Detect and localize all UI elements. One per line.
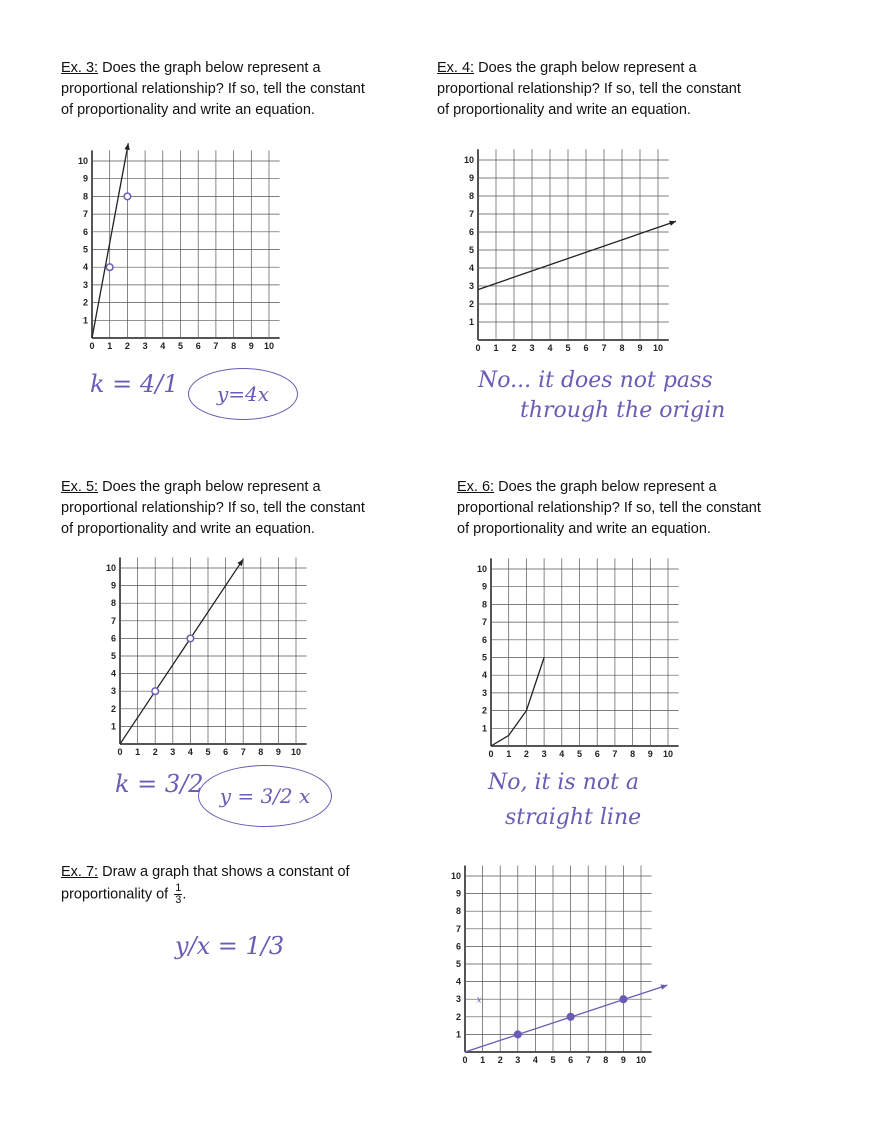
x-tick-label: 3 <box>515 1055 521 1065</box>
y-tick-label: 10 <box>450 871 461 881</box>
y-tick-label: 7 <box>110 615 116 626</box>
y-tick-label: 4 <box>455 976 461 987</box>
exercise-4-line3: of proportionality and write an equation. <box>437 102 691 118</box>
y-tick-label: 8 <box>110 598 116 609</box>
x-tick-label: 8 <box>231 341 237 351</box>
y-tick-label: 9 <box>455 888 461 899</box>
y-tick-label: 8 <box>455 906 461 917</box>
y-tick-label: 3 <box>82 279 88 290</box>
exercise-6-line1: Does the graph below represent a <box>498 479 717 495</box>
x-tick-label: 4 <box>559 749 565 759</box>
grid <box>92 150 280 338</box>
x-tick-label: 6 <box>195 341 201 351</box>
x-tick-label: 5 <box>205 747 211 757</box>
graph-point <box>515 1031 522 1038</box>
x-tick-label: 9 <box>620 1055 626 1065</box>
x-tick-label: 1 <box>135 747 141 757</box>
y-tick-label: 4 <box>468 263 474 273</box>
grid <box>120 557 307 744</box>
y-tick-label: 1 <box>455 1029 461 1040</box>
y-tick-label: 7 <box>481 617 487 628</box>
y-tick-label: 2 <box>110 703 116 714</box>
x-tick-label: 7 <box>601 343 607 353</box>
y-tick-label: 10 <box>105 563 116 573</box>
grid <box>478 149 669 340</box>
x-tick-label: 8 <box>630 749 636 759</box>
y-tick-label: 9 <box>481 581 487 592</box>
fraction-numerator: 1 <box>175 882 182 894</box>
y-tick-label: 2 <box>82 297 88 308</box>
y-tick-label: 5 <box>455 959 461 969</box>
y-tick-label: 6 <box>82 226 88 237</box>
exercise-6-label: Ex. 6: <box>457 479 495 495</box>
exercise-7-prompt <box>61 862 350 906</box>
y-tick-label: 6 <box>110 633 116 644</box>
y-tick-label: 6 <box>455 941 461 952</box>
x-tick-label: 9 <box>637 343 643 353</box>
x-tick-label: 0 <box>89 341 95 351</box>
x-tick-label: 10 <box>652 343 664 353</box>
exercise-4-label: Ex. 4: <box>437 60 475 76</box>
x-tick-label: 7 <box>612 749 618 759</box>
y-tick-label: 2 <box>481 705 487 716</box>
graph-curve <box>491 658 544 747</box>
graph-point <box>620 996 627 1003</box>
y-tick-label: 4 <box>481 670 487 681</box>
ex4-answer-line1: No... it does not pass <box>478 368 713 393</box>
x-tick-label: 10 <box>290 747 302 757</box>
x-tick-label: 10 <box>635 1055 647 1065</box>
exercise-5-line3: of proportionality and write an equation. <box>61 521 315 537</box>
x-tick-label: 7 <box>213 341 219 351</box>
x-tick-label: 2 <box>497 1055 503 1065</box>
y-tick-label: 5 <box>82 244 88 255</box>
x-tick-label: 1 <box>107 341 113 351</box>
x-tick-label: 3 <box>529 343 535 353</box>
ex5-equation-handwritten: y = 3/2 x <box>198 765 332 827</box>
y-tick-label: 3 <box>110 686 116 697</box>
exercise-3-line3: of proportionality and write an equation. <box>61 102 315 118</box>
y-tick-label: 3 <box>468 281 474 291</box>
x-tick-label: 9 <box>248 341 254 351</box>
exercise-4-prompt <box>437 58 741 121</box>
ex4-graph <box>457 150 669 360</box>
ex6-answer-line2: straight line <box>505 805 642 830</box>
y-tick-label: 1 <box>468 317 474 327</box>
y-tick-label: 7 <box>455 923 461 934</box>
x-tick-label: 6 <box>594 749 600 759</box>
ex7-graph <box>445 862 657 1072</box>
y-tick-label: 5 <box>468 245 474 255</box>
ex7-ratio-handwritten: y/x = 1/3 <box>175 932 285 960</box>
x-tick-label: 0 <box>475 343 481 353</box>
graph-line <box>120 559 243 744</box>
x-tick-label: 5 <box>550 1055 556 1065</box>
exercise-4-line2: proportional relationship? If so, tell the constant <box>437 81 741 97</box>
ex5-constant-handwritten: k = 3/2 <box>115 770 204 798</box>
x-tick-label: 6 <box>223 747 229 757</box>
exercise-5-line2: proportional relationship? If so, tell the constant <box>61 500 365 516</box>
exercise-4-line1: Does the graph below represent a <box>478 60 697 76</box>
x-tick-label: 8 <box>603 1055 609 1065</box>
x-tick-label: 7 <box>240 747 246 757</box>
y-tick-label: 7 <box>82 209 88 220</box>
exercise-3-label: Ex. 3: <box>61 60 99 76</box>
y-tick-label: 1 <box>110 721 116 732</box>
x-tick-label: 2 <box>124 341 130 351</box>
exercise-7-label: Ex. 7: <box>61 864 99 880</box>
y-tick-label: 2 <box>468 299 474 309</box>
grid <box>465 865 652 1052</box>
x-tick-label: 9 <box>275 747 281 757</box>
x-tick-label: 4 <box>187 747 193 757</box>
x-tick-label: 8 <box>619 343 625 353</box>
y-tick-label: 6 <box>481 634 487 645</box>
graph-point <box>106 264 113 271</box>
x-tick-label: 3 <box>541 749 547 759</box>
y-tick-label: 3 <box>455 994 461 1005</box>
exercise-7-period: . <box>182 886 187 903</box>
graph-point <box>152 688 159 695</box>
graph-line <box>478 221 676 289</box>
x-tick-label: 6 <box>568 1055 574 1065</box>
x-tick-label: 0 <box>117 747 123 757</box>
y-tick-label: 9 <box>110 580 116 591</box>
exercise-5-line1: Does the graph below represent a <box>102 479 321 495</box>
ex5-graph <box>102 556 312 766</box>
x-tick-label: 2 <box>511 343 517 353</box>
y-tick-label: 9 <box>468 173 474 183</box>
graph-point <box>187 635 194 642</box>
ex4-answer-line2: through the origin <box>520 398 726 423</box>
exercise-6-prompt <box>457 477 761 540</box>
ex6-answer-line1: No, it is not a <box>488 770 640 795</box>
exercise-6-line2: proportional relationship? If so, tell the constant <box>457 500 761 516</box>
x-tick-label: 3 <box>142 341 148 351</box>
x-tick-label: 5 <box>177 341 184 351</box>
x-tick-label: 0 <box>488 749 494 759</box>
y-tick-label: 1 <box>481 723 487 734</box>
x-tick-label: 2 <box>523 749 529 759</box>
grid <box>491 558 679 746</box>
x-tick-label: 4 <box>547 343 553 353</box>
ex6-graph <box>475 558 685 768</box>
x-tick-label: 6 <box>583 343 589 353</box>
arrowhead <box>124 143 129 150</box>
y-tick-label: 8 <box>82 191 88 202</box>
y-tick-label: 7 <box>468 209 474 219</box>
y-tick-label: 8 <box>481 599 487 610</box>
x-tick-label: 10 <box>263 341 275 351</box>
y-tick-label: 3 <box>481 687 487 698</box>
x-tick-label: 5 <box>565 343 571 353</box>
x-tick-label: 3 <box>170 747 176 757</box>
ex3-constant-handwritten: k = 4/1 <box>90 370 179 398</box>
arrowhead <box>237 559 243 566</box>
graph-point <box>124 193 131 200</box>
exercise-7-line2: proportionality of <box>61 886 169 903</box>
exercise-3-line1: Does the graph below represent a <box>102 60 321 76</box>
fraction-denominator: 3 <box>175 894 182 906</box>
y-tick-label: 5 <box>110 651 116 661</box>
y-tick-label: 10 <box>476 564 487 574</box>
exercise-3-line2: proportional relationship? If so, tell the constant <box>61 81 365 97</box>
x-tick-label: 4 <box>532 1055 538 1065</box>
exercise-3-prompt <box>61 58 365 121</box>
graph-line <box>92 143 128 338</box>
ex3-graph <box>76 148 286 358</box>
y-tick-label: 4 <box>82 262 88 273</box>
x-tick-label: 0 <box>462 1055 468 1065</box>
x-tick-label: 8 <box>258 747 264 757</box>
y-tick-label: 10 <box>463 155 474 165</box>
ex7-x-mark: x <box>476 995 482 1006</box>
exercise-5-prompt <box>61 477 365 540</box>
x-tick-label: 2 <box>152 747 158 757</box>
exercise-6-line3: of proportionality and write an equation. <box>457 521 711 537</box>
y-tick-label: 9 <box>82 173 88 184</box>
y-tick-label: 10 <box>77 156 88 166</box>
exercise-7-line1: Draw a graph that shows a constant of <box>102 864 350 880</box>
x-tick-label: 7 <box>585 1055 591 1065</box>
ex3-equation-handwritten: y=4x <box>188 368 298 420</box>
y-tick-label: 5 <box>481 652 487 663</box>
arrowhead <box>669 221 676 226</box>
y-tick-label: 2 <box>455 1011 461 1022</box>
arrowhead <box>660 985 667 990</box>
x-tick-label: 5 <box>576 749 583 759</box>
x-tick-label: 4 <box>160 341 166 351</box>
graph-line <box>465 985 667 1052</box>
y-tick-label: 6 <box>468 227 474 237</box>
x-tick-label: 10 <box>662 749 674 759</box>
y-tick-label: 4 <box>110 668 116 679</box>
graph-point <box>567 1014 574 1021</box>
x-tick-label: 9 <box>647 749 653 759</box>
exercise-5-label: Ex. 5: <box>61 479 99 495</box>
y-tick-label: 8 <box>468 191 474 201</box>
y-tick-label: 1 <box>82 315 88 326</box>
x-tick-label: 1 <box>480 1055 486 1065</box>
x-tick-label: 1 <box>493 343 499 353</box>
x-tick-label: 1 <box>506 749 512 759</box>
